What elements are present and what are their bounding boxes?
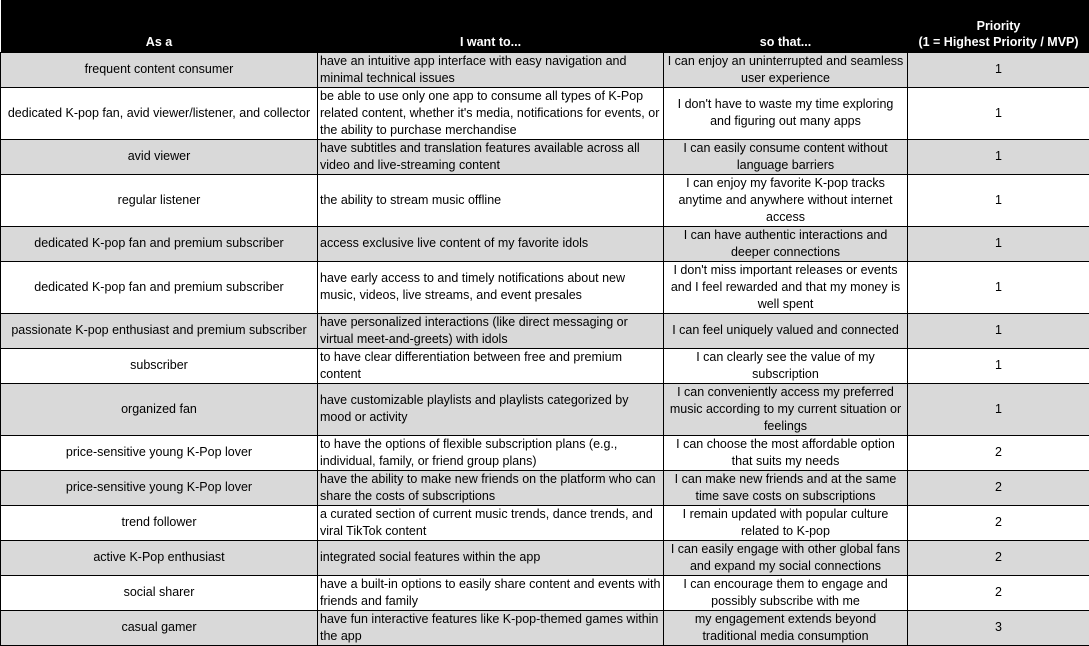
table-row — [1, 348, 1089, 383]
cell-so-that: I can choose the most affordable option that suits my needs — [664, 435, 908, 470]
cell-as-a: casual gamer — [1, 610, 318, 645]
cell-priority: 1 — [908, 87, 1089, 139]
cell-so-that: I can easily engage with other global fans and expand my social connections — [664, 540, 908, 575]
cell-as-a: avid viewer — [1, 139, 318, 174]
cell-i-want-to: access exclusive live content of my favorite idols — [318, 226, 664, 261]
cell-i-want-to: have customizable playlists and playlists categorized by mood or activity — [318, 383, 664, 435]
cell-so-that: I can have authentic interactions and deeper connections — [664, 226, 908, 261]
cell-priority: 1 — [908, 52, 1089, 87]
cell-so-that: I can enjoy my favorite K-pop tracks anytime and anywhere without internet access — [664, 174, 908, 226]
cell-as-a: price-sensitive young K-Pop lover — [1, 435, 318, 470]
cell-as-a: active K-Pop enthusiast — [1, 540, 318, 575]
header-row — [1, 0, 1089, 52]
header-priority — [908, 0, 1089, 52]
cell-so-that: I can enjoy an uninterrupted and seamless user experience — [664, 52, 908, 87]
cell-as-a: regular listener — [1, 174, 318, 226]
cell-as-a: passionate K-pop enthusiast and premium subscriber — [1, 313, 318, 348]
cell-priority: 3 — [908, 610, 1089, 645]
table-row — [1, 470, 1089, 505]
cell-as-a: organized fan — [1, 383, 318, 435]
cell-i-want-to: have personalized interactions (like direct messaging or virtual meet-and-greets) with idols — [318, 313, 664, 348]
cell-priority: 2 — [908, 575, 1089, 610]
cell-priority: 1 — [908, 383, 1089, 435]
cell-so-that: I can easily consume content without language barriers — [664, 139, 908, 174]
header-as-a: As a — [1, 0, 318, 52]
cell-so-that: my engagement extends beyond traditional media consumption — [664, 610, 908, 645]
table-row — [1, 313, 1089, 348]
cell-as-a: subscriber — [1, 348, 318, 383]
cell-i-want-to: integrated social features within the app — [318, 540, 664, 575]
header-priority-label: Priority — [910, 18, 1088, 34]
cell-so-that: I remain updated with popular culture related to K-pop — [664, 505, 908, 540]
cell-as-a: price-sensitive young K-Pop lover — [1, 470, 318, 505]
cell-priority: 2 — [908, 505, 1089, 540]
table-header — [1, 0, 1089, 52]
table-row — [1, 610, 1089, 645]
cell-so-that: I can feel uniquely valued and connected — [664, 313, 908, 348]
cell-i-want-to: have a built-in options to easily share content and events with friends and family — [318, 575, 664, 610]
cell-i-want-to: be able to use only one app to consume all types of K-Pop related content, whether it's media, notifications for events, or the ability to purchase merchandise — [318, 87, 664, 139]
table-row — [1, 261, 1089, 313]
cell-priority: 1 — [908, 261, 1089, 313]
cell-i-want-to: the ability to stream music offline — [318, 174, 664, 226]
table-row — [1, 383, 1089, 435]
cell-priority: 2 — [908, 435, 1089, 470]
cell-priority: 2 — [908, 470, 1089, 505]
cell-i-want-to: have an intuitive app interface with easy navigation and minimal technical issues — [318, 52, 664, 87]
cell-so-that: I can conveniently access my preferred music according to my current situation or feelings — [664, 383, 908, 435]
cell-priority: 1 — [908, 313, 1089, 348]
cell-i-want-to: have subtitles and translation features available across all video and live-streaming content — [318, 139, 664, 174]
cell-so-that: I don't have to waste my time exploring and figuring out many apps — [664, 87, 908, 139]
cell-i-want-to: to have clear differentiation between free and premium content — [318, 348, 664, 383]
header-priority-legend: (1 = Highest Priority / MVP) — [910, 34, 1088, 50]
cell-so-that: I can encourage them to engage and possibly subscribe with me — [664, 575, 908, 610]
table-body — [1, 52, 1089, 645]
cell-as-a: dedicated K-pop fan and premium subscriber — [1, 226, 318, 261]
cell-as-a: trend follower — [1, 505, 318, 540]
cell-as-a: social sharer — [1, 575, 318, 610]
cell-i-want-to: to have the options of flexible subscription plans (e.g., individual, family, or friend group plans) — [318, 435, 664, 470]
cell-i-want-to: a curated section of current music trends, dance trends, and viral TikTok content — [318, 505, 664, 540]
header-i-want-to: I want to... — [318, 0, 664, 52]
cell-as-a: dedicated K-pop fan and premium subscriber — [1, 261, 318, 313]
cell-so-that: I can clearly see the value of my subscription — [664, 348, 908, 383]
cell-priority: 1 — [908, 139, 1089, 174]
cell-as-a: dedicated K-pop fan, avid viewer/listener, and collector — [1, 87, 318, 139]
cell-i-want-to: have the ability to make new friends on the platform who can share the costs of subscriptions — [318, 470, 664, 505]
cell-priority: 1 — [908, 174, 1089, 226]
table-row — [1, 505, 1089, 540]
cell-as-a: frequent content consumer — [1, 52, 318, 87]
table-row — [1, 174, 1089, 226]
table-row — [1, 87, 1089, 139]
table-row — [1, 435, 1089, 470]
cell-priority: 2 — [908, 540, 1089, 575]
header-so-that: so that... — [664, 0, 908, 52]
cell-i-want-to: have fun interactive features like K-pop-themed games within the app — [318, 610, 664, 645]
cell-i-want-to: have early access to and timely notifications about new music, videos, live streams, and event presales — [318, 261, 664, 313]
table-row — [1, 575, 1089, 610]
table-row — [1, 540, 1089, 575]
table-row — [1, 52, 1089, 87]
cell-so-that: I can make new friends and at the same time save costs on subscriptions — [664, 470, 908, 505]
cell-so-that: I don't miss important releases or events and I feel rewarded and that my money is well spent — [664, 261, 908, 313]
cell-priority: 1 — [908, 348, 1089, 383]
cell-priority: 1 — [908, 226, 1089, 261]
table-row — [1, 139, 1089, 174]
table-row — [1, 226, 1089, 261]
